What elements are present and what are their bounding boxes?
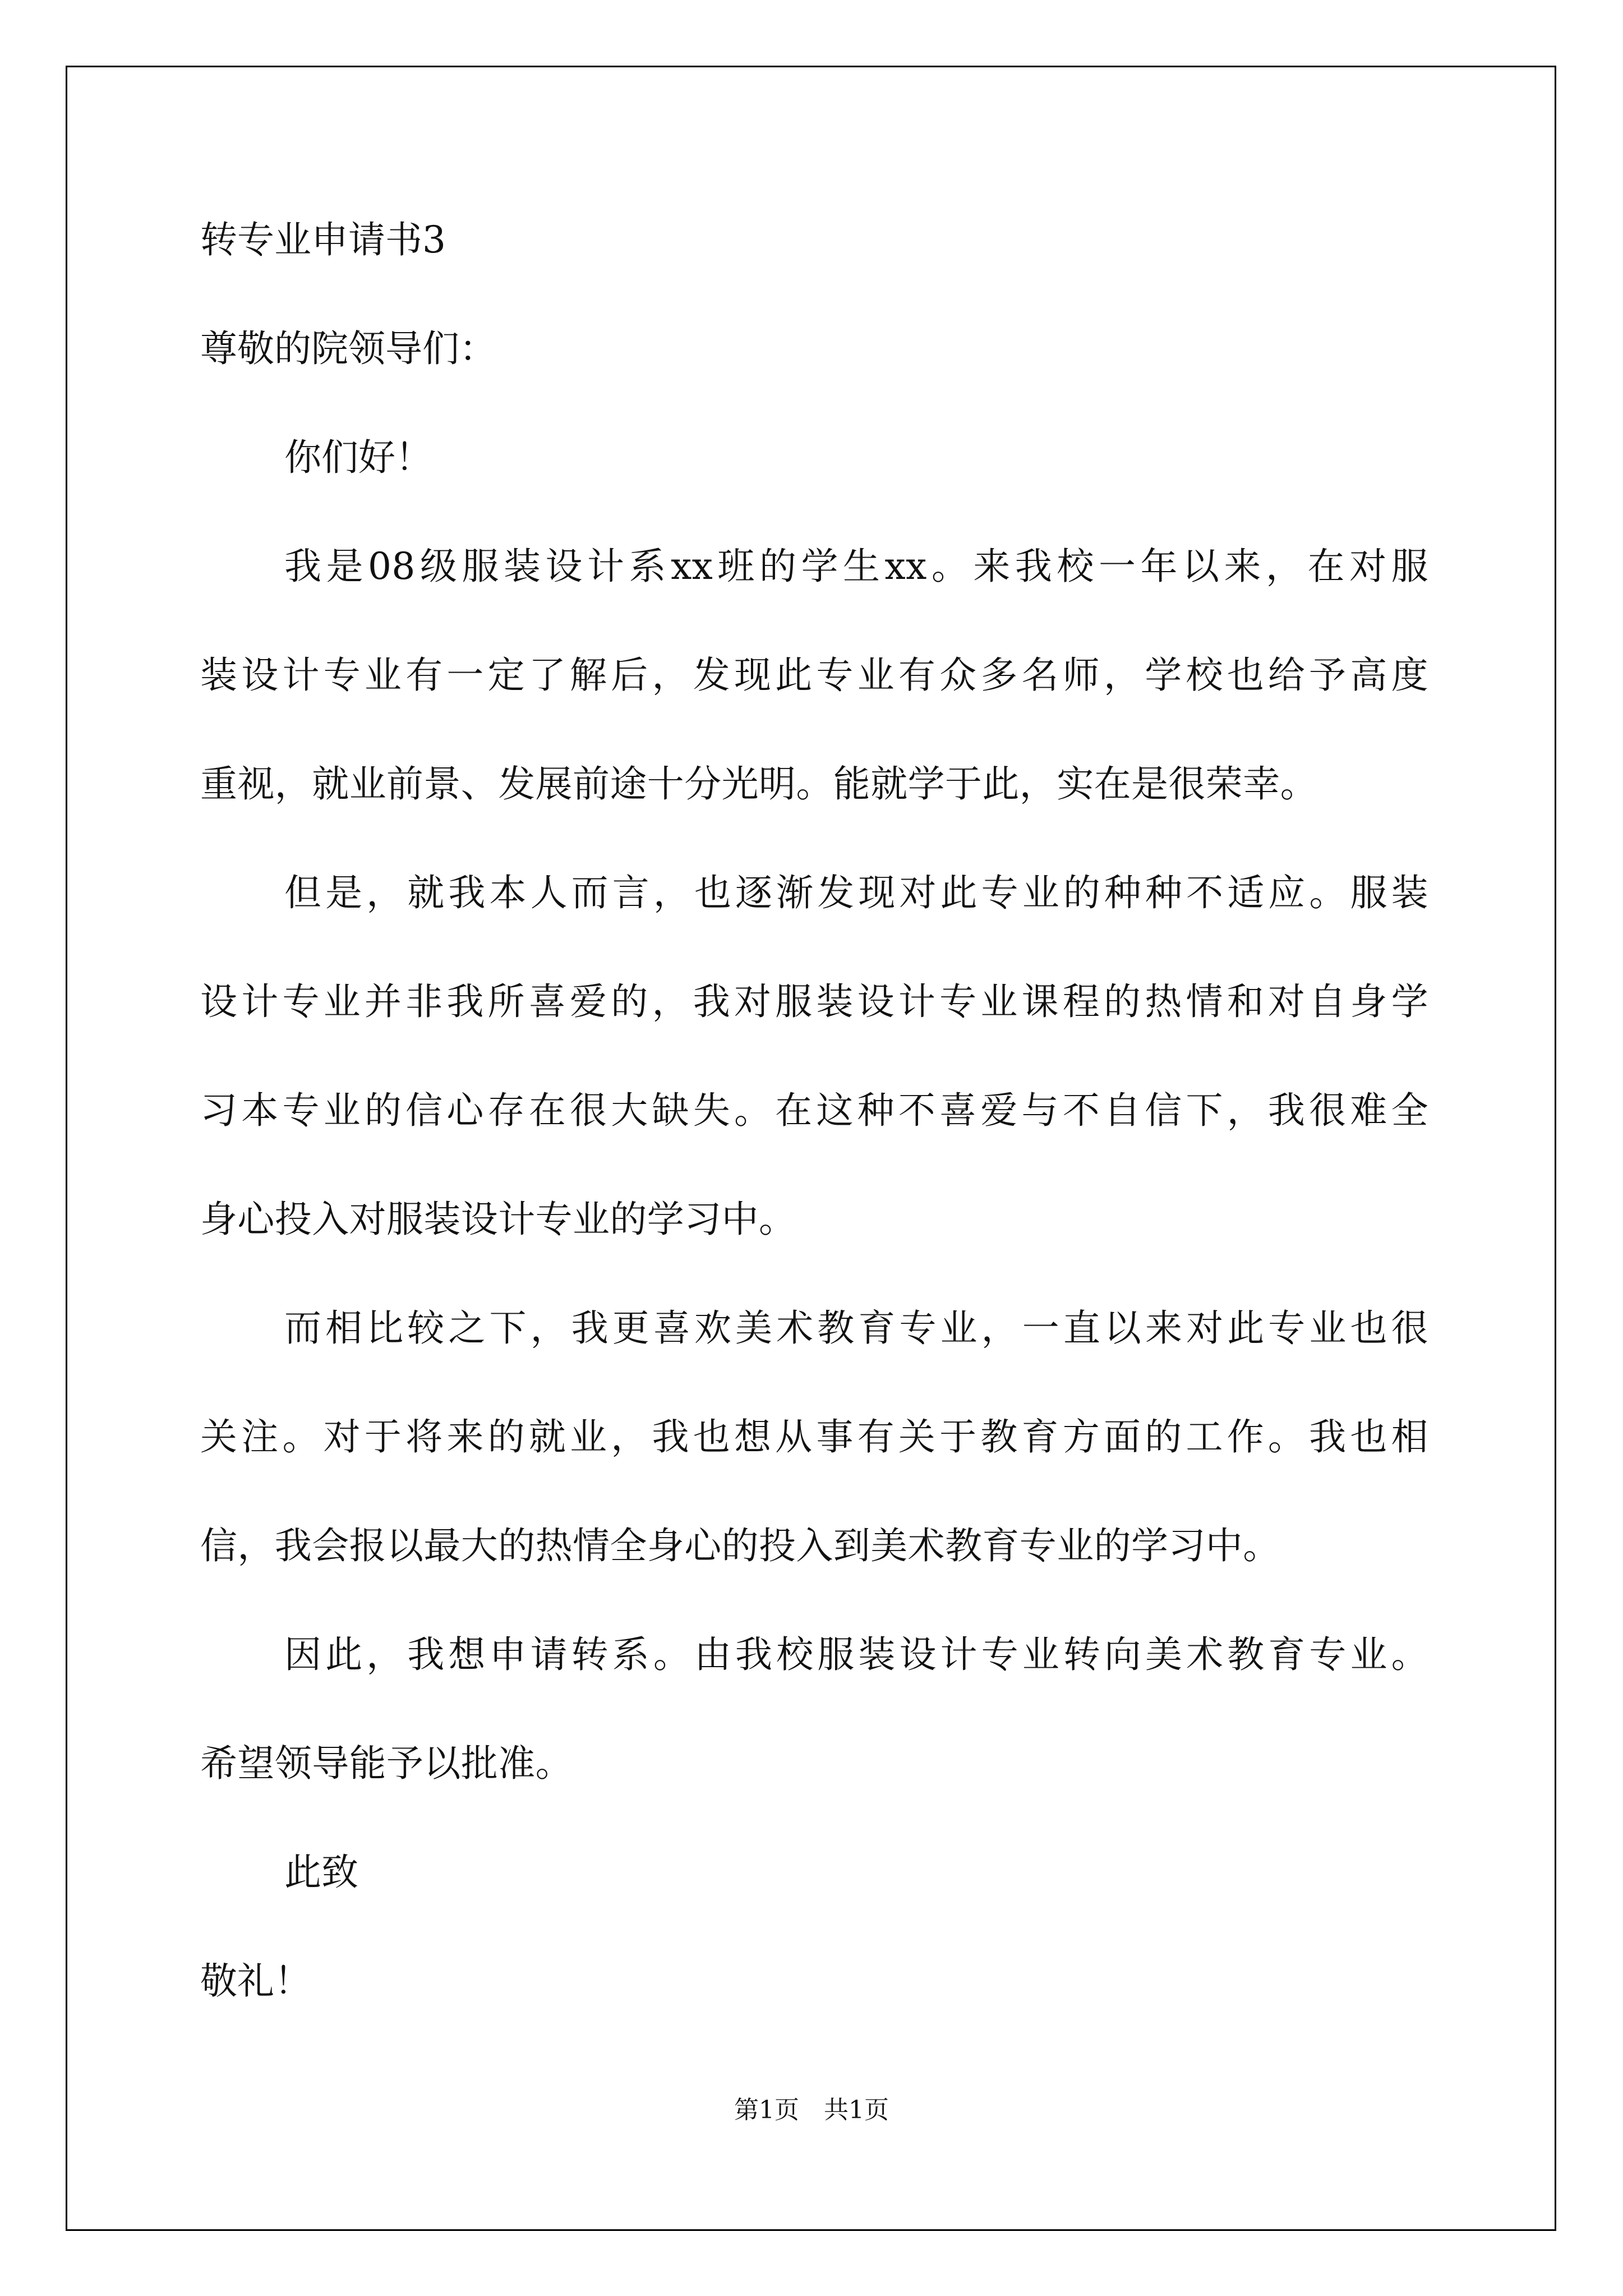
paragraph-line: 设计专业并非我所喜爱的，我对服装设计专业课程的热情和对自身学 <box>200 980 1428 1023</box>
body-paragraph <box>200 540 1428 811</box>
paragraphs <box>200 540 1428 1791</box>
paragraph-line: 关注。对于将来的就业，我也想从事有关于教育方面的工作。我也相 <box>200 1415 1428 1458</box>
paragraph-line: 但是，就我本人而言，也逐渐发现对此专业的种种不适应。服装 <box>284 871 1428 914</box>
paragraph-line: 我是08级服装设计系xx班的学生xx。来我校一年以来，在对服 <box>284 545 1428 588</box>
paragraph-line: 重视，就业前景、发展前途十分光明。能就学于此，实在是很荣幸。 <box>200 762 1317 806</box>
regards: 敬礼！ <box>200 1959 311 2003</box>
paragraph-line: 装设计专业有一定了解后，发现此专业有众多名师，学校也给予高度 <box>200 654 1428 697</box>
salutation: 尊敬的院领导们： <box>200 327 496 370</box>
paragraph-line: 因此，我想申请转系。由我校服装设计专业转向美术教育专业。 <box>284 1633 1428 1676</box>
paragraph-line: 希望领导能予以批准。 <box>200 1742 573 1785</box>
paragraph-line: 信，我会报以最大的热情全身心的投入到美术教育专业的学习中。 <box>200 1524 1280 1567</box>
greeting: 你们好！ <box>284 436 432 479</box>
document-title: 转专业申请书3 <box>200 218 446 261</box>
paragraph-line: 而相比较之下，我更喜欢美术教育专业，一直以来对此专业也很 <box>284 1306 1428 1350</box>
body-paragraph <box>200 1301 1428 1573</box>
page-footer: 第1页 共1页 <box>734 2096 889 2124</box>
body-paragraph <box>200 866 1428 1246</box>
paragraph-line: 身心投入对服装设计专业的学习中。 <box>200 1198 796 1241</box>
closing-phrase: 此致 <box>284 1851 358 1894</box>
body-paragraph <box>200 1628 1428 1791</box>
paragraph-line: 习本专业的信心存在很大缺失。在这种不喜爱与不自信下，我很难全 <box>200 1089 1428 1132</box>
letter-body <box>200 213 1428 2008</box>
